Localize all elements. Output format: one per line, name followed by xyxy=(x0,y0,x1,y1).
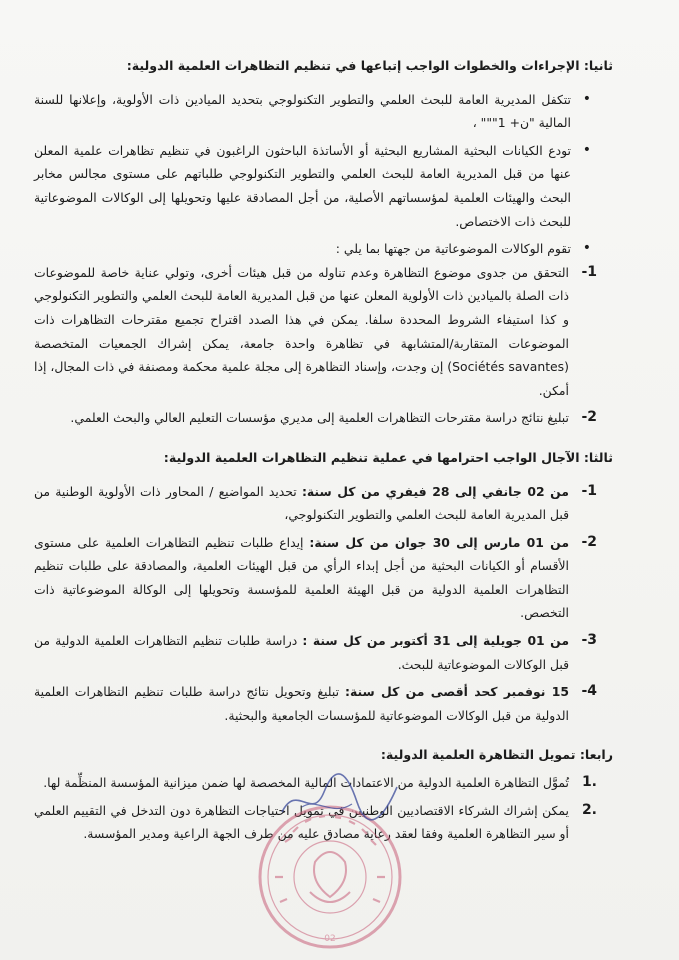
stamp-page-number: 02 xyxy=(324,934,336,944)
section-2-heading: ثانيا: الإجراءات والخطوات الواجب إتباعها في تنظيم التظاهرات العلمية الدولية: xyxy=(126,58,613,73)
item-text: تبليغ نتائج دراسة مقترحات التظاهرات العلمية إلى مديري مؤسسات التعليم العالي والبحث العلمي. xyxy=(70,410,569,426)
deadline-2 xyxy=(34,531,597,625)
deadline-period: من 01 جويلية إلى 31 أكتوبر من كل سنة : xyxy=(302,633,569,649)
document-body xyxy=(34,54,613,846)
agency-task-1 xyxy=(34,261,597,403)
section-4-heading: رابعا: تمويل التظاهرة العلمية الدولية: xyxy=(380,747,613,763)
section-3-heading: ثالثا: الآجال الواجب احترامها في عملية تنظيم التظاهرات العلمية الدولية: xyxy=(163,449,613,465)
deadline-period: من 02 جانفي إلى 28 فيفري من كل سنة: xyxy=(301,483,569,499)
deadline-text: تحديد المواضيع / المحاور ذات الأولوية الوطنية من قبل المديرية العامة للبحث العلمي والتطوير التكنولوجي، xyxy=(34,483,569,523)
deadline-3 xyxy=(34,629,597,676)
item-number: -3 xyxy=(581,632,597,649)
deadline-period: 15 نوفمبر كحد أقصى من كل سنة: xyxy=(344,684,570,700)
item-text: يمكن إشراك الشركاء الاقتصاديين الوطنيين في تمويل احتياجات التظاهرة دون التدخل في التقييم العلمي أو سير التظاهرة العلمية وفقا لعقد رعاية مصادق عليه من طرف الجهة الراعية ومدير المؤسسة. xyxy=(34,802,569,842)
deadline-1 xyxy=(34,480,597,527)
item-number: -2 xyxy=(581,533,597,550)
item-number: -2 xyxy=(581,409,597,426)
deadline-text: إيداع طلبات تنظيم التظاهرات العلمية على مستوى الأقسام أو الكيانات البحثية من أجل إبداء الرأي من قبل الهيئات العلمية، والمصادقة على طلبات تنظيم التظاهرات العلمية الدولية من قبل الهيئة العلمية للمؤسسة وتحويلها إلى الوكالة الموضوعاتية ذات التخصص. xyxy=(34,534,569,621)
item-number: -4 xyxy=(581,683,597,700)
bullet-priority-fields: • تتكفل المديرية العامة للبحث العلمي والتطوير التكنولوجي بتحديد الميادين ذات الأولوية، وإعلانها للسنة المالية "ن+ 1""" ، xyxy=(34,88,597,135)
deadline-period: من 01 مارس إلى 30 جوان من كل سنة: xyxy=(309,534,569,550)
item-number: 2. xyxy=(581,801,597,818)
agency-task-2 xyxy=(34,406,597,430)
item-number: 1. xyxy=(581,774,597,791)
deadline-text: تبليغ وتحويل نتائج دراسة طلبات تنظيم التظاهرات العلمية الدولية من قبل الوكالات الموضوعاتية للمؤسسات الجامعية والبحثية. xyxy=(34,684,569,723)
bullet-submission: • تودع الكيانات البحثية المشاريع البحثية أو الأساتذة الباحثون الراغبون في تنظيم تظاهرات علمية المعلن عنها من قبل المديرية العامة للبحث العلمي والتطوير التكنولوجي طلباتهم على مستوى مجالس مخابر البحث والهيئات العلمية لمؤسساتهم الأصلية، من أجل المصادقة عليها وتحويلها إلى الوكالات الموضوعاتية للبحث ذات الاختصاص. xyxy=(34,139,597,233)
item-text: تُموَّل التظاهرة العلمية الدولية من الاعتمادات المالية المخصصة لها ضمن ميزانية المؤسسة المنظِّمة لها. xyxy=(43,775,569,791)
item-text: التحقق من جدوى موضوع التظاهرة وعدم تناوله من قبل هيئات أخرى، وتولي عناية خاصة للموضوعات ذات الصلة بالميادين ذات الأولوية المعلن عنها من قبل المديرية العامة للبحث العلمي والتطوير التكنولوجي و كذا استيفاء الشروط المحددة سلفا. يمكن في هذا الصدد اقتراح تجميع مقترحات التظاهرات ذات الموضوعات المتقاربة/المتشابهة في تظاهرة واحدة جامعة، يمكن إشراك الجمعيات المتخصصة (Sociétés savantes) إن وجدت، وإسناد التظاهرة إلى مجلة علمية محكمة ومصنفة في ذات المجال، إذا أمكن. xyxy=(34,264,569,398)
deadline-4 xyxy=(34,680,597,727)
signature-mark xyxy=(262,762,412,832)
item-number: -1 xyxy=(581,482,597,499)
deadline-text: دراسة طلبات تنظيم التظاهرات العلمية الدولية من قبل الوكالات الموضوعاتية للبحث. xyxy=(34,633,569,672)
bullet-agencies: • تقوم الوكالات الموضوعاتية من جهتها بما يلي : xyxy=(34,237,597,261)
item-number: -1 xyxy=(581,263,597,280)
